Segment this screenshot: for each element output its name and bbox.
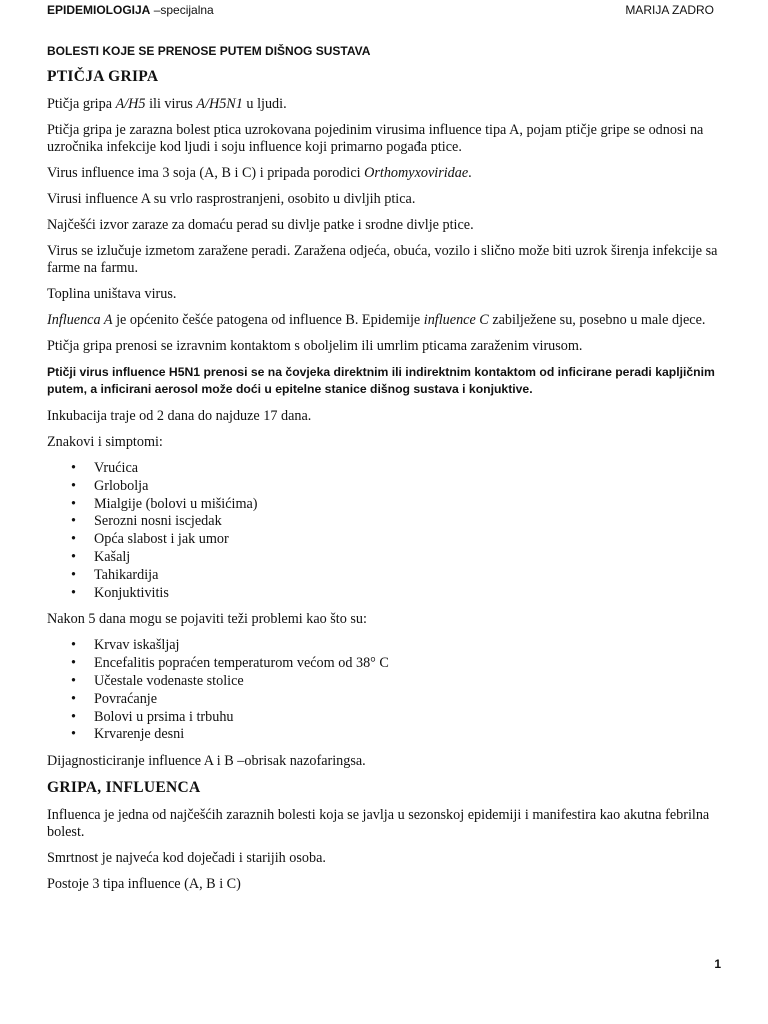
paragraph: Postoje 3 tipa influence (A, B i C) [47,876,241,893]
list-item [47,709,727,727]
heading-gripa-influenca: GRIPA, INFLUENCA [47,779,201,797]
list-item-text: Grlobolja [94,477,149,494]
bullet-icon: • [71,637,76,654]
paragraph: Toplina uništava virus. [47,286,177,302]
list-item [47,478,727,496]
list-item [47,496,727,514]
list-item-text: Opća slabost i jak umor [94,531,229,548]
list-item [47,726,727,744]
list-item [47,673,727,691]
list-item-text: Krvav iskašljaj [94,637,180,654]
italic-run: A/H5N1 [196,96,243,112]
list-item-text: Krvarenje desni [94,726,185,743]
paragraph [47,312,727,329]
italic-run: Orthomyxoviridae [364,165,469,181]
text-run: je općenito češće patogena od influence B. Epidemije [112,312,424,328]
paragraph: Influenca je jedna od najčešćih zaraznih bolesti koja se javlja u sezonskoj epidemiji i manifestira kao akutna febrilna bolest. [47,807,710,841]
text-run: u ljudi. [242,96,287,112]
list-item-text: Povraćanje [94,690,158,707]
paragraph: Smrtnost je najveća kod doječadi i starijih osoba. [47,850,326,867]
bullet-icon: • [71,548,76,565]
bullet-icon: • [71,513,76,530]
bullet-icon: • [71,477,76,494]
list-item [47,585,727,603]
problems-list [47,637,727,744]
text-run: Ptičja gripa [47,96,116,112]
document-body [47,68,727,902]
list-item-text: Vrućica [94,460,139,476]
list-item-text: Kašalj [94,548,131,565]
list-item [47,531,727,549]
paragraph [47,96,727,113]
list-item-text: Tahikardija [94,566,159,583]
paragraph: Ptičja gripa prenosi se izravnim kontaktom s oboljelim ili umrlim pticama zaraženim virusom. [47,338,583,354]
paragraph: Ptičja gripa je zarazna bolest ptica uzrokovana pojedinim virusima influence tipa A, pojam ptičje gripe se odnosi na uzročnika infekcije kod ljudi i soju influence koji primarno pogađa ptice. [47,122,704,155]
text-run: . [468,165,472,181]
paragraph: Virus se izlučuje izmetom zaražene peradi. Zaražena odjeća, obuća, vozilo i slično može biti uzrok širenja infekcije sa farme na farmu. [47,243,718,276]
italic-run: influence C [423,312,489,328]
italic-run: A/H5 [115,96,146,112]
paragraph: Znakovi i simptomi: [47,434,163,450]
paragraph: Nakon 5 dana mogu se pojaviti teži problemi kao što su: [47,611,367,628]
list-item [47,655,727,673]
page-header [47,3,714,19]
text-run: Virus influence ima 3 soja (A, B i C) i pripada porodici [47,165,365,181]
list-item [47,460,727,478]
paragraph [47,165,727,182]
header-course [47,3,214,17]
list-item-text: Serozni nosni iscjedak [94,513,222,530]
text-run: zabilježene su, posebno u male djece. [488,312,706,328]
list-item [47,549,727,567]
course-name: EPIDEMIOLOGIJA [47,3,151,17]
bullet-icon: • [71,460,76,476]
list-item [47,691,727,709]
bullet-icon: • [71,690,76,707]
list-item [47,567,727,585]
bullet-icon: • [71,672,76,689]
course-subtitle: –specijalna [150,3,214,17]
symptoms-list [47,460,727,602]
bullet-icon: • [71,566,76,583]
text-run: ili virus [145,96,197,112]
list-item-text: Konjuktivitis [94,584,169,601]
heading-ptcja-gripa: PTIČJA GRIPA [47,68,159,85]
list-item-text: Mialgije (bolovi u mišićima) [94,495,258,512]
list-item [47,513,727,531]
list-item [47,637,727,655]
bullet-icon: • [71,708,76,725]
italic-run: Influenca A [47,312,113,328]
paragraph: Inkubacija traje od 2 dana do najduze 17 dana. [47,408,312,424]
paragraph: Dijagnosticiranje influence A i B –obrisak nazofaringsa. [47,753,366,770]
page-number: 1 [714,957,721,971]
list-item-text: Bolovi u prsima i trbuhu [94,708,234,725]
paragraph: Virusi influence A su vrlo rasprostranjeni, osobito u divljih ptica. [47,191,416,207]
bullet-icon: • [71,726,76,743]
paragraph: Najčešći izvor zaraze za domaću perad su divlje patke i srodne divlje ptice. [47,217,474,233]
list-item-text: Učestale vodenaste stolice [94,672,244,689]
bullet-icon: • [71,584,76,601]
section-label: BOLESTI KOJE SE PRENOSE PUTEM DIŠNOG SUSTAVA [47,44,371,58]
bullet-icon: • [71,495,76,512]
bullet-icon: • [71,531,76,548]
header-author: MARIJA ZADRO [625,3,714,17]
bullet-icon: • [71,655,76,672]
bold-paragraph: Ptičji virus influence H5N1 prenosi se na čovjeka direktnim ili indirektnim kontaktom od inficirane peradi kapljičnim putem, a inficirani aerosol može doći u epitelne stanice dišnog sustava i konjuktive. [47,365,715,396]
list-item-text: Encefalitis popraćen temperaturom većom od 38° C [94,655,389,672]
